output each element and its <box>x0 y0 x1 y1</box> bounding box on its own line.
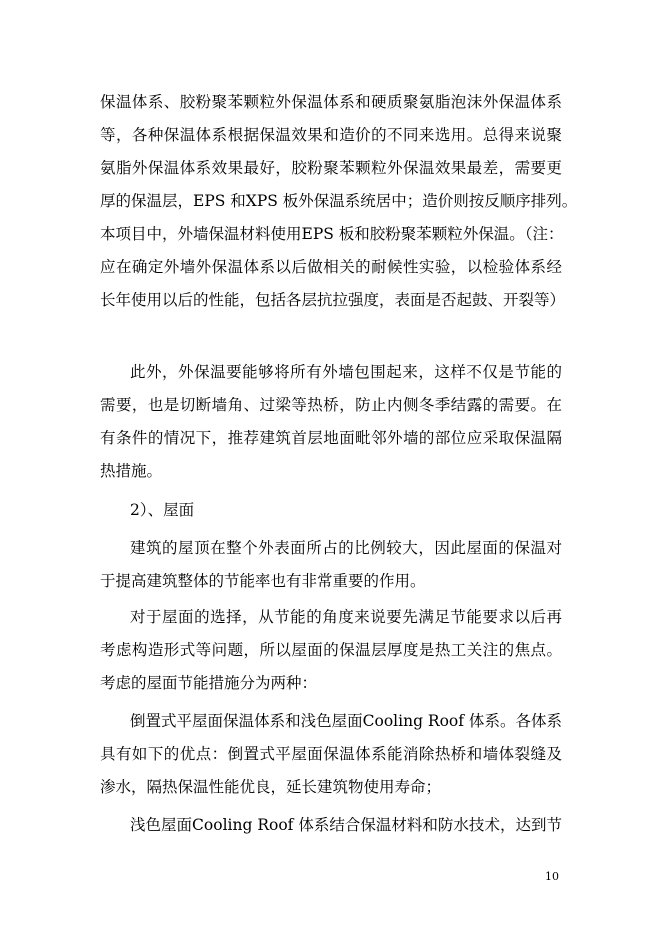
paragraph-first-line: 对于屋面的选择，从节能的角度来说要先满足节能要求以后再 <box>130 608 562 626</box>
text-line: 于提高建筑整体的节能率也有非常重要的作用。 <box>100 572 426 590</box>
text-line: 等，各种保温体系根据保温效果和造价的不同来选用。总得来说聚 <box>100 126 562 144</box>
paragraph-first-line: 建筑的屋顶在整个外表面所占的比例较大，因此屋面的保温对 <box>130 539 562 557</box>
paragraph-first-line: 倒置式平屋面保温体系和浅色屋面Cooling Roof 体系。各体系 <box>130 712 562 730</box>
text-line: 热措施。 <box>100 462 163 480</box>
text-line: 应在确定外墙外保温体系以后做相关的耐候性实验，以检验体系经 <box>100 258 562 276</box>
text-line: 渗水，隔热保温性能优良，延长建筑物使用寿命； <box>100 778 442 796</box>
text-line: 本项目中，外墙保温材料使用EPS 板和胶粉聚苯颗粒外保温。（注： <box>100 225 564 243</box>
text-line: 考虑构造形式等问题，所以屋面的保温层厚度是热工关注的焦点。 <box>100 641 562 659</box>
paragraph-first-line: 此外，外保温要能够将所有外墙包围起来，这样不仅是节能的 <box>130 363 562 381</box>
section-heading: 2）、屋面 <box>130 501 195 519</box>
text-line: 长年使用以后的性能，包括各层抗拉强度，表面是否起鼓、开裂等） <box>100 291 566 309</box>
text-line: 考虑的屋面节能措施分为两种： <box>100 674 318 692</box>
text-line: 保温体系、胶粉聚苯颗粒外保温体系和硬质聚氨脂泡沫外保温体系 <box>100 93 562 111</box>
text-line: 氨脂外保温体系效果最好，胶粉聚苯颗粒外保温效果最差，需要更 <box>100 159 562 177</box>
text-line: 需要，也是切断墙角、过梁等热桥，防止内侧冬季结露的需要。在 <box>100 396 562 414</box>
page-number: 10 <box>545 870 559 883</box>
text-line: 厚的保温层，EPS 和XPS 板外保温系统居中；造价则按反顺序排列。 <box>100 192 578 210</box>
text-line: 有条件的情况下，推荐建筑首层地面毗邻外墙的部位应采取保温隔 <box>100 429 562 447</box>
paragraph-first-line: 浅色屋面Cooling Roof 体系结合保温材料和防水技术，达到节 <box>130 816 562 834</box>
text-line: 具有如下的优点：倒置式平屋面保温体系能消除热桥和墙体裂缝及 <box>100 745 562 763</box>
